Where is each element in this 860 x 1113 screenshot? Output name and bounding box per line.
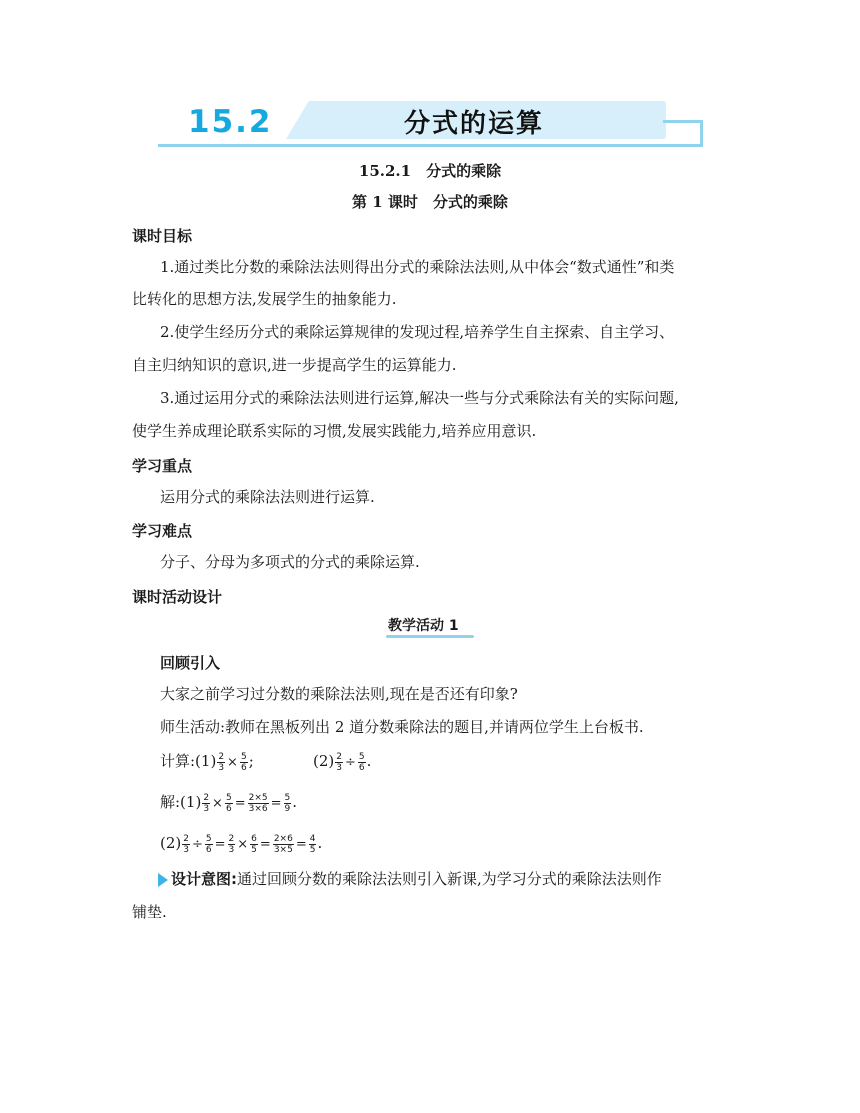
fraction-6-5: $\frac{6}{5}$ xyxy=(251,833,257,855)
fraction-5-6: $\frac{5}{6}$ xyxy=(225,792,232,814)
calc-label: 计算:(1) xyxy=(160,752,217,770)
keypoints-text: 运用分式的乘除法法则进行运算. xyxy=(160,488,375,506)
keypoints-heading: 学习重点 xyxy=(132,457,193,475)
solution-2 xyxy=(160,832,322,856)
intent-text: 通过回顾分数的乘除法法则引入新课,为学习分式的乘除法法则作 xyxy=(237,870,662,888)
subheading-period: 第 1 课时 分式的乘除 xyxy=(352,193,508,211)
banner-edge xyxy=(700,120,703,147)
period: . xyxy=(366,752,372,770)
fraction-2-3: $\frac{2}{3}$ xyxy=(228,833,235,855)
banner-edge-top xyxy=(663,120,703,123)
equals-sign: = xyxy=(270,796,282,811)
solution-1 xyxy=(160,791,297,815)
times-sign: × xyxy=(212,796,223,811)
fraction-5-6: $\frac{5}{6}$ xyxy=(205,833,212,855)
fraction-2-3: $\frac{2}{3}$ xyxy=(203,792,210,814)
goal-3-line1: 3.通过运用分式的乘除法法则进行运算,解决一些与分式乘除法有关的实际问题, xyxy=(160,389,679,407)
goal-1-line2: 比转化的思想方法,发展学生的抽象能力. xyxy=(132,290,397,308)
section-number: 15.2 xyxy=(188,104,273,140)
triangle-marker-icon xyxy=(158,873,168,887)
design-intent-line1 xyxy=(158,868,662,890)
design-intent-line2: 铺垫. xyxy=(132,903,167,921)
review-line1: 大家之前学习过分数的乘除法法则,现在是否还有印象? xyxy=(160,685,518,703)
times-sign: × xyxy=(227,755,238,770)
times-sign: × xyxy=(237,837,249,852)
calc-line xyxy=(160,750,254,774)
equals-sign: = xyxy=(214,837,226,852)
equals-sign: = xyxy=(295,837,307,852)
sol2-label: (2) xyxy=(160,834,182,852)
solve-label: 解:(1) xyxy=(160,793,202,811)
divide-sign: ÷ xyxy=(191,837,203,852)
fraction-2-3: $\frac{2}{3}$ xyxy=(218,751,225,773)
semicolon: ; xyxy=(248,752,254,770)
banner-underline xyxy=(158,144,703,147)
fraction-5-9: $\frac{5}{9}$ xyxy=(284,792,291,814)
section-banner xyxy=(158,98,703,150)
goals-heading: 课时目标 xyxy=(132,227,193,245)
review-heading: 回顾引入 xyxy=(160,654,221,672)
activity-label: 教学活动 1 xyxy=(388,618,459,634)
goal-2-line2: 自主归纳知识的意识,进一步提高学生的运算能力. xyxy=(132,356,457,374)
goal-1-line1: 1.通过类比分数的乘除法法则得出分式的乘除法法则,从中体会“数式通性”和类 xyxy=(160,258,675,276)
goal-2-line1: 2.使学生经历分式的乘除运算规律的发现过程,培养学生自主探索、自主学习、 xyxy=(160,323,675,341)
calc2-label: (2) xyxy=(313,752,335,770)
difficulties-text: 分子、分母为多项式的分式的乘除运算. xyxy=(160,553,420,571)
review-line2: 师生活动:教师在黑板列出 2 道分数乘除法的题目,并请两位学生上台板书. xyxy=(160,718,644,736)
section-title: 分式的运算 xyxy=(404,109,545,139)
equals-sign: = xyxy=(259,837,271,852)
calc-line-2 xyxy=(313,750,371,774)
divide-sign: ÷ xyxy=(344,755,356,770)
fraction-5-6: $\frac{5}{6}$ xyxy=(240,751,247,773)
fraction-2-3: $\frac{2}{3}$ xyxy=(183,833,189,855)
difficulties-heading: 学习难点 xyxy=(132,522,193,540)
subheading-lesson: 15.2.1 分式的乘除 xyxy=(358,162,502,180)
period: . xyxy=(317,834,323,852)
design-heading: 课时活动设计 xyxy=(132,588,223,606)
period: . xyxy=(292,793,298,811)
fraction-2x6-3x5: $\frac{2\times 6}{3\times 5}$ xyxy=(273,833,293,855)
activity-underline xyxy=(386,635,474,638)
intent-label: 设计意图: xyxy=(171,870,237,888)
fraction-4-5: $\frac{4}{5}$ xyxy=(309,833,316,855)
fraction-5-6: $\frac{5}{6}$ xyxy=(358,751,365,773)
fraction-2x5-3x6: $\frac{2\times 5}{3\times 6}$ xyxy=(248,792,268,814)
goal-3-line2: 使学生养成理论联系实际的习惯,发展实践能力,培养应用意识. xyxy=(132,422,537,440)
activity-label-box xyxy=(386,615,474,637)
fraction-2-3: $\frac{2}{3}$ xyxy=(336,751,342,773)
equals-sign: = xyxy=(234,796,246,811)
